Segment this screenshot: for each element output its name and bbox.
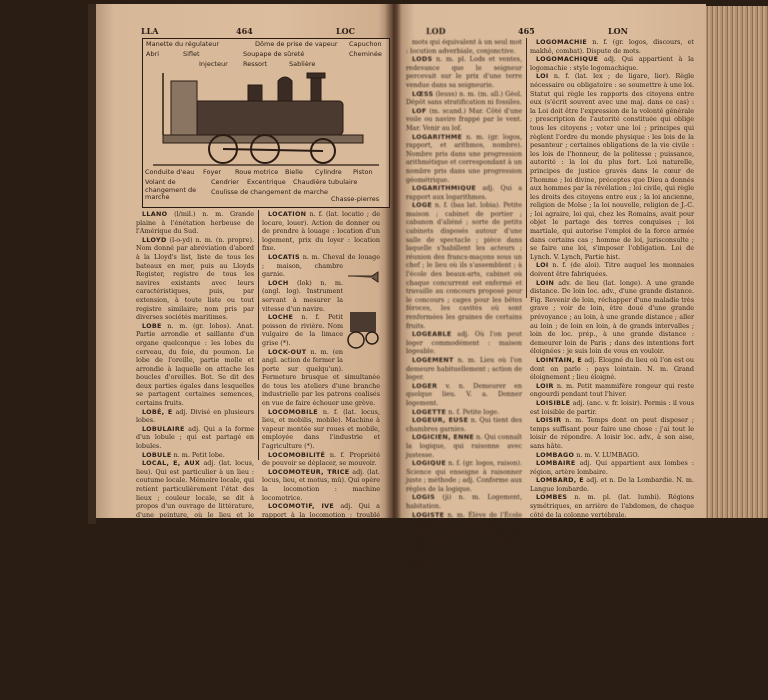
- right-page-column-2: [530, 38, 694, 588]
- dictionary-entry: [530, 519, 694, 536]
- entry-definition: adj. (lat. locus, lieu, et motus, mû). Qui opère la locomotion : machine locomotrice.: [262, 467, 381, 502]
- entry-headword: LLANO: [142, 210, 168, 218]
- locomotive-illustration: [142, 38, 390, 208]
- dictionary-entry: [262, 408, 380, 451]
- dictionary-entry: [262, 588, 380, 605]
- figure-label: Volant de changement de marche: [145, 178, 197, 201]
- figure-label: Cheminée: [349, 50, 382, 58]
- entry-definition: (l-o-yd) n. m. (n. propre). Nom donné par abréviation d'abord à la Lloyd's list, liste de tous les bateaux en mer, puis au Lloyds Register, registre de tous les navires existants avec leurs caractéristiques, puis, par extension, à toute liste ou tout registre similaire; nom pris par diverses sociétés maritimes.: [136, 235, 254, 322]
- entry-definition: adj. Divisé en plusieurs lobes.: [136, 407, 254, 425]
- entry-definition: (brik) n. m. Genre d'annélides appelés communément vers de terre.: [530, 519, 694, 536]
- entry-headword: LOGEABLE: [412, 330, 452, 339]
- dictionary-entry: [530, 399, 694, 416]
- entry-headword: LOGE: [412, 201, 433, 210]
- dictionary-entry: [136, 322, 254, 408]
- entry-headword: LLOYD: [142, 235, 167, 244]
- entry-definition: n. f. Machine à vapeur montée sur roues, et qui est destinée à remorquer sur un chemin de fer un convoi de voitures appelées wagons (*).: [262, 545, 380, 588]
- dictionary-entry: [406, 493, 522, 510]
- entry-headword: LOCALISER: [142, 605, 184, 614]
- figure-label: Injecteur: [199, 60, 228, 68]
- entry-definition: adj. Qui a rapport à la locomotion : troublé locomotif.: [262, 502, 380, 528]
- entry-headword: LOCAL, E, AUX: [142, 459, 201, 468]
- figure-label: Capuchon: [349, 40, 382, 48]
- entry-headword: LOIR: [536, 381, 554, 390]
- dictionary-entry: [406, 330, 522, 356]
- entry-definition: n. m. Chez les Grecs, historien des premiers temps.: [406, 527, 522, 554]
- entry-headword: LOGOGRIPHE: [412, 553, 462, 562]
- right-page-number: 465: [518, 26, 535, 36]
- dictionary-entry: [406, 133, 522, 185]
- dictionary-entry: [406, 459, 522, 493]
- dictionary-entry: [136, 665, 254, 699]
- dictionary-entry: [136, 236, 254, 322]
- left-page-column-2: [262, 210, 380, 623]
- dictionary-entry: [136, 640, 254, 666]
- right-header-guide-word: LOD: [426, 26, 446, 36]
- figure-label: Manette du régulateur: [146, 40, 220, 48]
- left-header-guide-word-end: LOC: [336, 26, 355, 36]
- dictionary-entry: [136, 425, 254, 451]
- entry-definition: n. Qui prend à loyer une terre, une maison, un appartement.: [136, 639, 254, 665]
- entry-headword: LOMBRIC: [536, 519, 571, 528]
- entry-headword: LOCUTION: [268, 605, 308, 614]
- figure-label: Chaudière tubulaire: [293, 178, 358, 186]
- dictionary-entry: [406, 382, 522, 408]
- dictionary-entry: [136, 210, 254, 236]
- entry-definition: adj. Où l'on peut loger commodément : maison logeable.: [406, 330, 522, 356]
- dictionary-entry: [530, 261, 694, 278]
- entry-headword: LOGER: [412, 381, 438, 390]
- figure-label: Ressort: [243, 60, 268, 68]
- entry-definition: n. m. Cheval de louage ; maison, chambre garnie.: [262, 252, 380, 279]
- dictionary-entry: [530, 72, 694, 261]
- entry-headword: LOCHE: [268, 313, 294, 322]
- entry-headword: LOGOMACHIE: [536, 38, 588, 46]
- entry-definition: adj. (lat. longus). Étendu en longueur ; qui dure longtemps : long voyage ; qui renferme des longueurs : discours long ; lent, tardif : que vous êtes: [530, 553, 694, 588]
- entry-definition: (l/mil.) n. m. Grande plaine à l'énétation herbeuse de l'Amérique du Sud.: [136, 210, 254, 236]
- entry-definition: adj. et n. (de London, n. angl. de Londres). De Londres.: [530, 536, 694, 554]
- page-edges: [700, 6, 768, 518]
- entry-definition: adj. Éloigné du lieu où l'on est ou dont on parle : pays lointain. N. m. Grand éloignement ; lieu éloigné.: [530, 355, 694, 382]
- figure-label: Sablière: [289, 60, 316, 68]
- entry-definition: n. m. V. LUMBAGO.: [576, 450, 640, 459]
- entry-headword: LOIN: [536, 278, 555, 287]
- dictionary-entry: [530, 356, 694, 382]
- figure-label: Excentrique: [247, 178, 286, 186]
- entry-definition: adj. Qui appartient à la logomachie : style logomachique.: [530, 55, 694, 72]
- entry-definition: n. f. (gr. logos, raison). Science qui enseigne à raisonner juste ; méthode ; adj. Conforme aux règles de la logique.: [406, 459, 522, 493]
- entry-definition: n. m. (gr. lobos). Anat. Partie arrondie et saillante d'un organe quelconque : les lobes du cerveau, du foie, du poumon. Le lobe de l'oreille, partie molle et arrondie à laquelle on attache les boucles d'oreilles. Bot. Se dit des deux parties égales dans lesquelles se partagent certaines semences, certains fruits.: [136, 321, 254, 408]
- figure-label: Soupape de sûreté: [243, 50, 305, 58]
- entry-headword: LOCOMOTIF, IVE: [268, 502, 335, 511]
- entry-headword: LOCULAIRE: [268, 588, 311, 597]
- entry-definition: v. a. Rendre local.: [186, 605, 244, 614]
- dictionary-entry: [406, 38, 522, 55]
- entry-definition: n. f. (de aloi). Titre auquel les monnaies doivent être fabriquées.: [530, 261, 694, 279]
- entry-definition: n. f. Petit poisson de rivière. Nom vulgaire de la limace grise (*).: [262, 313, 343, 347]
- entry-headword: LOCALITÉ: [142, 613, 179, 622]
- entry-headword: LONDONIEN, ENNE: [536, 536, 609, 545]
- dictionary-entry: [406, 184, 522, 201]
- dictionary-entry: [136, 451, 254, 460]
- entry-definition: adv. D'une manière locale : appliquer un remède localement.: [136, 553, 254, 579]
- entry-definition: (ji) n. m. Logement, habitation.: [406, 493, 522, 511]
- entry-definition: (leuss) n. m. (m. all.) Géol. Dépôt sans stratification ni fossiles.: [406, 89, 522, 107]
- entry-definition: n. f. Petite loge.: [448, 407, 500, 416]
- figure-label: Conduite d'eau: [145, 168, 195, 176]
- entry-definition: n. m. (gr. logos, rapport, et arithmos, nombre). Nombre pris dans une progression arithmétique et correspondant à un nombre pris dans une progression géométrique.: [406, 132, 522, 184]
- entry-definition: v. n. Demeurer en quelque lieu. V. a. Donner logement.: [406, 381, 522, 407]
- figure-label: Coulisse de changement de marche: [211, 188, 328, 196]
- right-header-guide-word-end: LON: [608, 26, 628, 36]
- entry-headword: LOCK-OUT: [268, 347, 307, 356]
- dictionary-entry: [406, 201, 522, 330]
- entry-definition: n. m. pl. (lat. lumbi). Régions symétriques, en arrière de l'abdomen, de chaque côté de la colonne vertébrale.: [530, 493, 694, 519]
- left-page-column-1: [136, 210, 254, 700]
- entry-definition: adj. Qui a rapport aux logarithmes.: [406, 184, 522, 201]
- entry-headword: LOGOMACHIQUE: [536, 55, 599, 64]
- book-cover-edge: [88, 4, 96, 524]
- entry-headword: LOI: [536, 261, 549, 270]
- entry-headword: LOBE: [142, 321, 162, 330]
- lock-out-and-locomobile-illustrations: [346, 266, 380, 366]
- left-page: [96, 4, 396, 700]
- entry-headword: LOGARITHME: [412, 132, 463, 141]
- entry-definition: adj. Bot. Partagé en loges : renfermé dans des alvéoles.: [262, 588, 380, 605]
- entry-definition: n. m. Sorte d'énigme.: [406, 553, 522, 571]
- entry-headword: LOMBARD, E: [536, 476, 584, 485]
- entry-definition: n. f. Action de localiser : la localisation des facultés.: [136, 579, 254, 605]
- entry-definition: n. m. Temps dont on peut disposer ; temps suffisant pour faire une chose : j'ai tout le loisir de répondre. A loisir loc. adv., à son aise, sans hâte.: [530, 416, 694, 450]
- dictionary-entry: [530, 554, 694, 588]
- entry-definition: adj. Qui a la forme d'un lobule ; qui est partagé en lobules.: [136, 424, 254, 451]
- dictionary-entry: [136, 554, 254, 580]
- dictionary-entry: [262, 605, 380, 622]
- figure-label: Siflet: [183, 50, 200, 58]
- dictionary-entry: [406, 90, 522, 107]
- dictionary-entry: [530, 493, 694, 519]
- entry-definition: n. f. (lat. locutio). Façon de parler : locution vicieuse.: [262, 605, 380, 622]
- figure-label: Bielle: [285, 168, 303, 176]
- entry-definition: n. m. Élève de l'École des beaux-arts, admis en loge.: [406, 510, 522, 528]
- entry-definition: adj. et n. De la Lombardie. N. m. Langue lombarde.: [530, 476, 694, 493]
- dictionary-entry: [406, 408, 522, 417]
- entry-headword: LOCALISATION: [142, 579, 198, 588]
- entry-headword: LOGISTE: [412, 510, 445, 519]
- entry-headword: LŒSS: [412, 89, 434, 98]
- column-divider: [258, 210, 259, 460]
- entry-headword: LODS: [412, 55, 433, 64]
- column-divider: [526, 38, 527, 298]
- left-page-number: 464: [236, 26, 253, 36]
- dictionary-entry: [530, 459, 694, 476]
- dictionary-entry: [406, 511, 522, 528]
- entry-definition: n. f. (lat. locatio ; de locare, louer). Action de donner ou de prendre à louage : location d'un logement, prix du loyer : location fixe.: [262, 210, 380, 253]
- entry-headword: LOCALEMENT: [142, 553, 193, 562]
- entry-headword: LOISIR: [536, 416, 562, 425]
- dictionary-entry: [530, 382, 694, 399]
- dictionary-entry: [136, 459, 254, 554]
- entry-headword: LOGARITHMIQUE: [412, 184, 477, 193]
- entry-headword: LOF: [412, 106, 427, 115]
- dictionary-entry: [406, 433, 522, 459]
- entry-definition: n. m. Lieu où l'on demeure habituellement ; action de loger.: [406, 355, 522, 382]
- entry-headword: LOINTAIN, E: [536, 355, 583, 364]
- entry-definition: n. Qui connaît la logique, qui raisonne avec justesse.: [406, 433, 522, 459]
- entry-headword: LOCATIF, IVE: [142, 665, 192, 674]
- entry-headword: LOCH: [268, 278, 289, 287]
- entry-headword: LOCOMOBILITÉ: [268, 450, 326, 459]
- figure-label: Cendrier: [211, 178, 239, 186]
- left-header-guide-word: LLA: [141, 26, 159, 36]
- dictionary-entry: [530, 451, 694, 460]
- right-page: [396, 4, 706, 588]
- dictionary-entry: [136, 614, 254, 640]
- entry-headword: LOGEMENT: [412, 355, 454, 364]
- dictionary-entry: [262, 545, 380, 588]
- entry-definition: adv. de lieu (lat. longe). A une grande distance. De loin loc. adv., d'une grande distance. Fig. Revenir de loin, réchapper d'une maladie très grave ; voir de loin, être doué d'une grande prévoyance ; au loin, à une grande distance ; aller au loin ; de loin en loin, à de grands intervalles ; loin de loc. prép., à une grande distance : demeurer loin de Paris ; dans des intentions fort éloignées : je suis loin de vous en vouloir.: [530, 278, 694, 356]
- entry-headword: LOMBAGO: [536, 450, 575, 459]
- open-dictionary: [88, 4, 768, 700]
- entry-headword: LOCOMOBILE: [268, 407, 318, 416]
- entry-headword: LOCOMOTIVE: [268, 545, 319, 554]
- entry-headword: LOGEUR, EUSE: [412, 416, 469, 425]
- entry-headword: LOBULE: [142, 450, 172, 459]
- entry-headword: LOGETTE: [412, 407, 447, 416]
- entry-headword: LOGICIEN, ENNE: [412, 433, 475, 442]
- dictionary-entry: [406, 55, 522, 89]
- entry-headword: LOCOMOTION: [268, 527, 320, 536]
- entry-definition: n. m. pl. Lods et ventes, redevance que le seigneur percevait sur le prix d'une terre vendue dans sa seigneurie.: [406, 55, 522, 89]
- figure-label: Dôme de prise de vapeur: [255, 40, 338, 48]
- figure-label: Roue motrice: [235, 168, 279, 176]
- entry-definition: n. f. (gr. logos, discours, et makhê, combat). Dispute de mots.: [530, 38, 694, 55]
- book-gutter: [385, 4, 401, 518]
- entry-headword: LOBULAIRE: [142, 424, 185, 433]
- entry-definition: mots qui équivalent à un seul mot : locution adverbiale, conjonctive.: [406, 38, 522, 55]
- entry-definition: (m. scand.) Mar. Côté d'une voile ou navire frappé par le vent. Mar. Venir au lof.: [406, 106, 522, 132]
- entry-headword: LOGIS: [412, 493, 436, 502]
- entry-definition: n. f. Action de se transporter d'un lieu dans un autre.: [262, 527, 380, 545]
- entry-definition: n. m. Petit lobe.: [173, 450, 225, 459]
- dictionary-entry: [136, 408, 254, 425]
- entry-headword: LOGOGRAPHE: [412, 527, 465, 536]
- dictionary-entry: [530, 416, 694, 450]
- entry-headword: LOGIQUE: [412, 459, 446, 468]
- dictionary-entry: [262, 502, 380, 528]
- entry-headword: LONG, LONGUE: [536, 553, 595, 562]
- entry-headword: LOCATION: [268, 210, 307, 218]
- dictionary-entry: [406, 356, 522, 382]
- entry-definition: n. Qui tient des chambres garnies.: [406, 416, 522, 433]
- dictionary-entry: [406, 107, 522, 133]
- entry-headword: LOCATIS: [268, 252, 300, 261]
- entry-headword: LOCATAIRE: [142, 639, 184, 648]
- dictionary-entry: [530, 55, 694, 72]
- dictionary-entry: [406, 416, 522, 433]
- entry-definition: n. m. Petit mammifère rongeur qui reste engourdi pendant tout l'hiver.: [530, 381, 694, 399]
- entry-definition: n. f. (lat. locus, lieu, et mobilis, mobile). Machine à vapeur montée sur roues et mobile, employée dans l'industrie et l'agriculture (*).: [262, 407, 380, 451]
- dictionary-entry: [136, 580, 254, 606]
- entry-definition: n. f. Propriété de pouvoir se déplacer, se mouvoir.: [262, 450, 380, 468]
- dictionary-entry: [530, 476, 694, 493]
- entry-headword: LOCOMOTEUR, TRICE: [268, 467, 350, 476]
- entry-definition: n. f. Lieu quelconque, eu égard à ce qu'il peut avoir de particulier.: [136, 613, 254, 640]
- entry-definition: n. f. (bas lat. lobia). Petite maison ; cabinet de portier ; cabanon d'aliéné ; sorte de petits cabinets disposés autour d'une salle de spectacle ; pièce dans laquelle s'habillent les acteurs ; réunion des francs-maçons sous un chef ; le lieu où ils s'assemblent ; à l'école des beaux-arts, cabinet où chaque concurrent est enfermé et travaille au concours proposé pour le concours ; cages pour les bêtes féroces, les cavités où sont renfermées les graines de certains fruits.: [406, 201, 522, 330]
- entry-headword: LOMBAIRE: [536, 459, 576, 468]
- entry-headword: LOISIBLE: [536, 398, 571, 407]
- entry-definition: adj. (lat. locus, lieu). Qui est particulier à un lieu : coutume locale. Mémoire locale, qui retient particulièrement l'état des lieux ; couleur locale, se dit à propos d'un ouvrage de littérature, d'une peinture, où le lieu et le temps de l'action sont fidèlement représentés avec leurs usages, leur langage, etc. N. m. Lieu, emplacement, chambre.: [136, 459, 254, 554]
- dictionary-entry: [262, 468, 380, 502]
- figure-label: Abri: [146, 50, 160, 58]
- entry-headword: LOBÉ, E: [142, 407, 173, 416]
- figure-label: Cylindre: [315, 168, 342, 176]
- dictionary-entry: [406, 554, 522, 571]
- entry-definition: (lok) n. m. (angl. log). Instrument servant à mesurer la vitesse d'un navire.: [262, 278, 343, 313]
- entry-headword: LOI: [536, 72, 549, 81]
- dictionary-entry: [406, 528, 522, 554]
- entry-definition: n. f. (lat. lex ; de ligare, lier). Règle nécessaire ou obligatoire : se soumettre à une loi. Statut qui règle les rapports des citoyens entre eux (s'écrit souvent avec une maj. dans ce cas) : la Loi doit être l'expression de la volonté générale ; prescription de l'autorité constituée qui oblige tous les citoyens ; voter une loi ; principes qui règlent l'ordre du monde physique : les lois de la pesanteur ; certaines obligations de la vie civile : les lois de l'honneur, de la politesse ; puissance, autorité : la loi du plus fort. Loi naturelle, principes de justice gravés dans le cœur de l'homme ; loi divine, préceptes que Dieu a donnés aux hommes par la révélation ; loi civile, qui règle les droits des citoyens entre eux ; la loi ancienne, religion de Moïse ; la loi nouvelle, religion de J.-C. ; loi agraire, loi qui, chez les Romains, avait pour objet le partage des terres conquises ; loi martiale, qui autorise l'emploi de la force armée dans certains cas ; homme de loi, jurisconsulte ; se faire une loi, s'imposer l'obligation. Loi de Lynch. V. Lynch, Partie hist.: [530, 72, 694, 261]
- figure-label: Chasse-pierres: [331, 195, 380, 203]
- entry-definition: n. m. (en angl. action de fermer la porte sur quelqu'un). Fermeture brusque et simultanée de tous les ateliers d'une branche industrielle par les patrons coalisés en vue de faire échouer une grève.: [262, 347, 380, 408]
- figure-label: Piston: [353, 168, 373, 176]
- entry-definition: adj. Qui concerne le locataire ; réparations locatives, celles qui sont à la charge du locataire.: [136, 665, 254, 700]
- entry-definition: adj. (anc. v. fr. loisir). Permis : il vous est loisible de partir.: [530, 398, 694, 416]
- entry-definition: adj. Qui appartient aux lombes : région, artère lombaire.: [530, 459, 694, 476]
- entry-headword: LOMBES: [536, 493, 568, 502]
- dictionary-entry: [262, 210, 380, 253]
- dictionary-entry: [136, 605, 254, 614]
- dictionary-entry: [530, 38, 694, 55]
- dictionary-entry: [530, 279, 694, 356]
- dictionary-entry: [530, 536, 694, 553]
- right-page-column-1: [406, 38, 522, 571]
- dictionary-entry: [262, 451, 380, 468]
- figure-label: Foyer: [203, 168, 222, 176]
